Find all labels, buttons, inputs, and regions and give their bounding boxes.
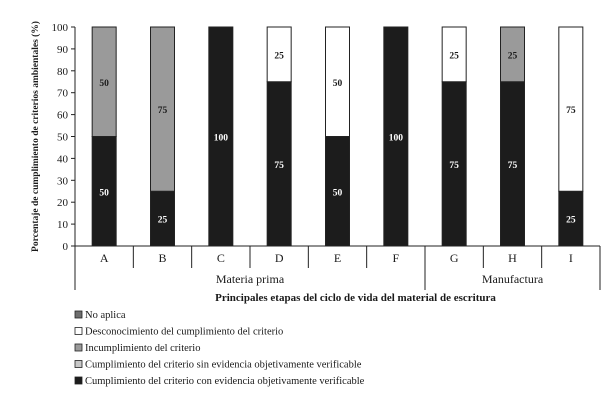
x-tick-label: C (216, 251, 225, 265)
data-label: 25 (449, 51, 459, 62)
data-label: 75 (507, 160, 518, 171)
legend-swatch (75, 328, 82, 335)
y-tick-label: 10 (57, 219, 68, 232)
data-label: 50 (332, 78, 343, 89)
y-tick-label: 90 (57, 43, 68, 56)
y-tick-label: 50 (57, 131, 68, 144)
legend-swatch (75, 361, 82, 368)
y-tick-label: 0 (62, 241, 68, 253)
data-label: 75 (157, 106, 168, 117)
y-tick-label: 40 (57, 153, 68, 166)
group-label: Materia prima (215, 272, 285, 286)
x-tick-label: I (568, 251, 573, 265)
data-label: 50 (332, 188, 343, 199)
data-label: 75 (566, 106, 576, 117)
legend-label: Incumplimiento del criterio (85, 343, 201, 354)
data-label: 25 (507, 51, 518, 62)
legend-label: Cumplimiento del criterio sin evidencia objetivamente verificable (85, 359, 362, 371)
legend-swatch (75, 377, 82, 384)
y-tick-label: 60 (57, 109, 68, 122)
legend-swatch (75, 344, 82, 351)
x-tick-label: H (508, 251, 517, 265)
data-label: 100 (213, 133, 228, 144)
legend-label: Cumplimiento del criterio con evidencia objetivamente verificable (85, 376, 365, 387)
data-label: 75 (449, 160, 459, 171)
y-tick-label: 20 (57, 197, 68, 210)
legend-swatch (75, 311, 82, 318)
data-label: 25 (157, 215, 168, 226)
x-tick-label: B (158, 251, 167, 265)
data-label: 50 (99, 78, 109, 89)
legend-label: No aplica (85, 310, 126, 321)
group-label: Manufactura (481, 272, 544, 286)
x-tick-label: F (392, 251, 400, 265)
legend (75, 310, 365, 387)
x-tick-label: E (333, 251, 342, 265)
y-tick-label: 100 (51, 22, 68, 34)
data-label: 25 (274, 51, 284, 62)
data-label: 50 (99, 188, 109, 199)
x-axis-label: Principales etapas del ciclo de vida del material de escritura (215, 292, 496, 304)
y-tick-label: 70 (57, 87, 68, 100)
y-axis-label: Porcentaje de cumplimiento de criterios ambientales (%) (31, 21, 41, 252)
y-tick-label: 30 (57, 175, 68, 188)
x-tick-label: A (99, 251, 109, 265)
data-label: 75 (274, 160, 284, 171)
data-label: 100 (388, 133, 403, 144)
legend-label: Desconocimiento del cumplimiento del criterio (85, 326, 284, 338)
data-label: 25 (566, 215, 576, 226)
x-tick-label: G (449, 251, 459, 265)
y-tick-label: 80 (57, 65, 68, 78)
x-tick-label: D (274, 251, 284, 265)
